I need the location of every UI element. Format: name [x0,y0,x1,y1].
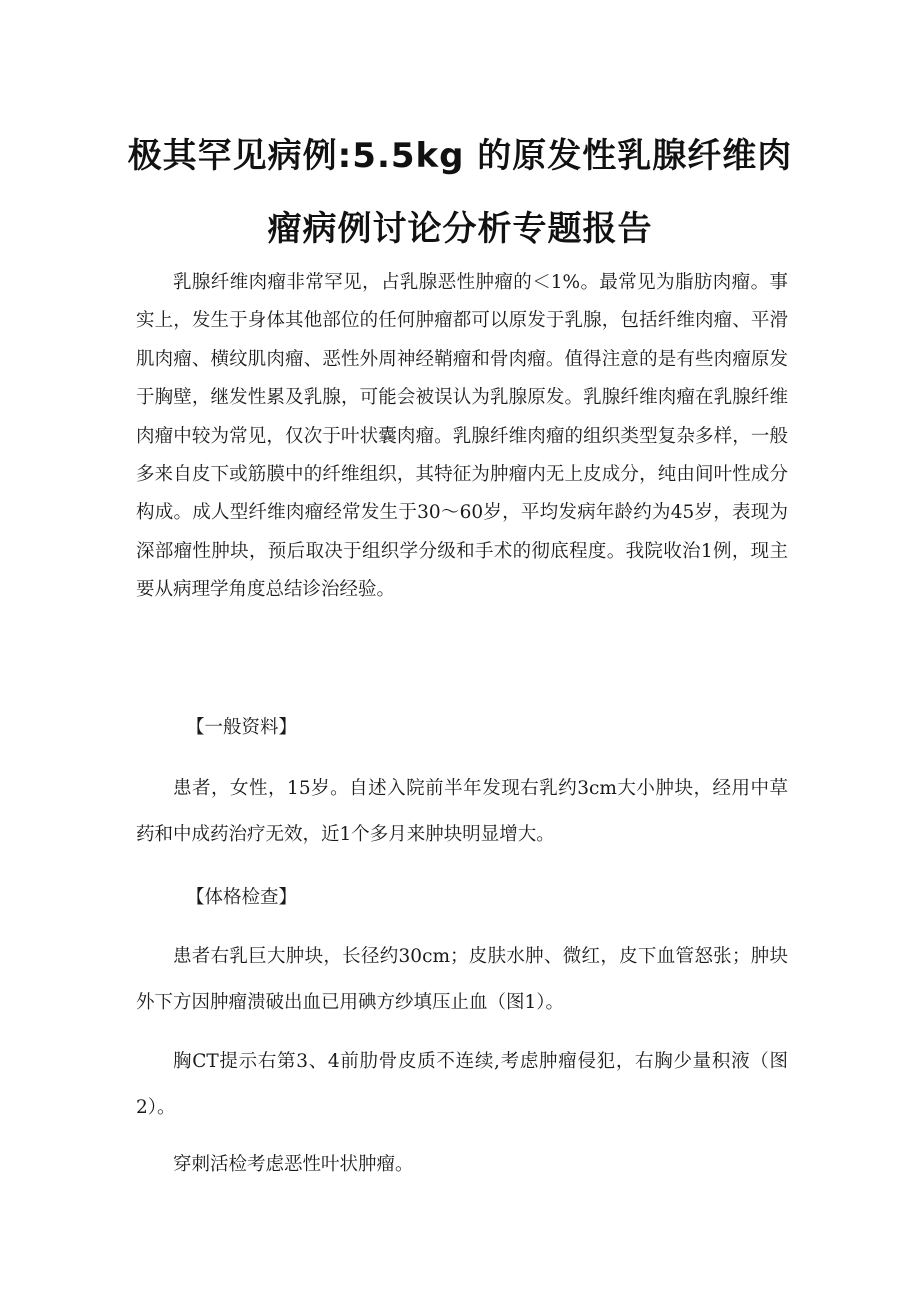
biopsy-paragraph: 穿刺活检考虑恶性叶状肿瘤。 [173,1154,414,1175]
ct-paragraph-block [136,1039,788,1131]
section-heading-exam: 【体格检查】 [186,887,298,908]
general-paragraph: 患者，女性，15岁。自述入院前半年发现右乳约3cm大小肿块，经用中草药和中成药治疗无效，近1个多月来肿块明显增大。 [136,778,788,845]
intro-paragraph: 乳腺纤维肉瘤非常罕见，占乳腺恶性肿瘤的＜1%。最常见为脂肪肉瘤。事实上，发生于身体其他部位的任何肿瘤都可以原发于乳腺，包括纤维肉瘤、平滑肌肉瘤、横纹肌肉瘤、恶性外周神经鞘瘤和骨肉瘤。值得注意的是有些肉瘤原发于胸壁，继发性累及乳腺，可能会被误认为乳腺原发。乳腺纤维肉瘤在乳腺纤维肉瘤中较为常见，仅次于叶状囊肉瘤。乳腺纤维肉瘤的组织类型复杂多样，一般多来自皮下或筋膜中的纤维组织，其特征为肿瘤内无上皮成分，纯由间叶性成分构成。成人型纤维肉瘤经常发生于30～60岁，平均发病年龄约为45岁，表现为深部瘤性肿块，预后取决于组织学分级和手术的彻底程度。我院收治1例，现主要从病理学角度总结诊治经验。 [136,272,788,601]
ct-paragraph: 胸CT提示右第3、4前肋骨皮质不连续,考虑肿瘤侵犯，右胸少量积液（图2）。 [136,1051,788,1118]
section-heading-general: 【一般资料】 [186,717,298,738]
exam-paragraph-block [136,934,788,1026]
document-title-line-2: 瘤病例讨论分析专题报告 [267,209,653,249]
document-title-line-1: 极其罕见病例:5.5kg 的原发性乳腺纤维肉 [127,136,793,176]
exam-paragraph: 患者右乳巨大肿块，长径约30cm；皮肤水肿、微红，皮下血管怒张；肿块外下方因肿瘤溃破出血已用碘方纱填压止血（图1）。 [136,946,788,1013]
general-paragraph-block [136,766,788,858]
intro-paragraph-block [136,264,788,610]
biopsy-paragraph-block [136,1142,788,1188]
